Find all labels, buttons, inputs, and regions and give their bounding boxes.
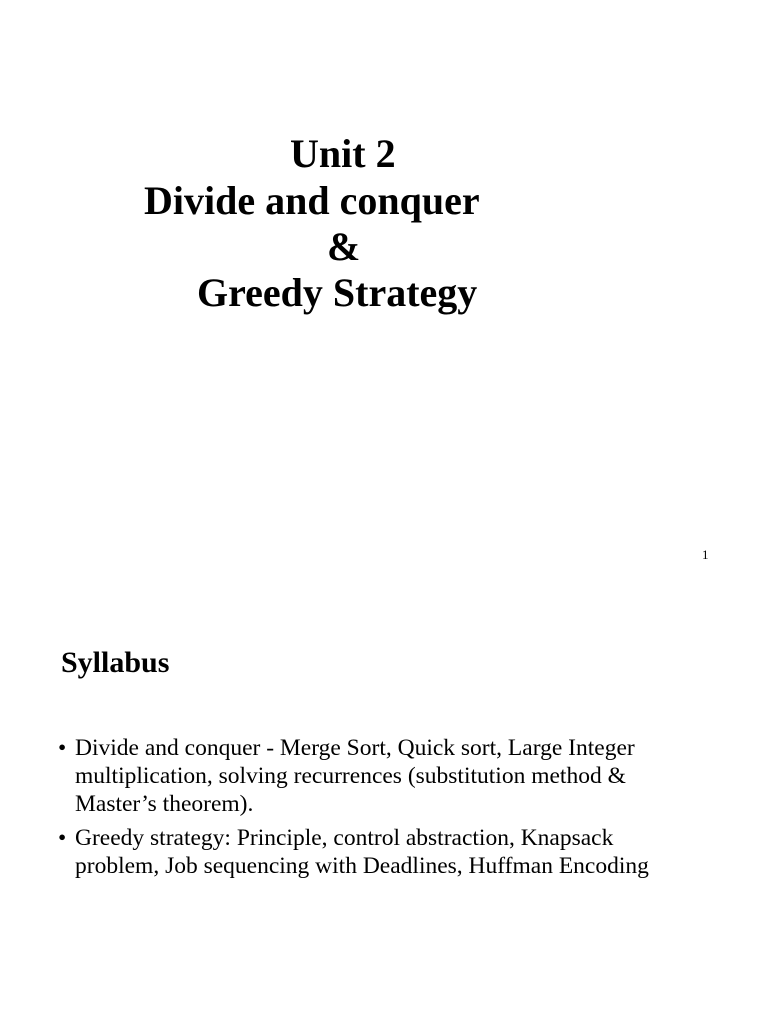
bullet-text-line: Divide and conquer - Merge Sort, Quick sort, Large Integer bbox=[75, 735, 635, 761]
bullet-text-line: Master’s theorem). bbox=[75, 791, 254, 817]
bullet-icon: • bbox=[58, 825, 67, 851]
syllabus-heading: Syllabus bbox=[61, 646, 170, 679]
unit-title: Unit 2 bbox=[290, 131, 396, 176]
bullet-text-line: multiplication, solving recurrences (substitution method & bbox=[75, 763, 626, 789]
page-number: 1 bbox=[702, 547, 709, 562]
syllabus-slide bbox=[0, 576, 768, 1024]
syllabus-bullet-list bbox=[58, 734, 738, 886]
title-ampersand: & bbox=[327, 224, 361, 269]
topic-title-greedy-strategy: Greedy Strategy bbox=[197, 270, 478, 315]
bullet-icon: • bbox=[58, 735, 67, 761]
list-item bbox=[58, 824, 738, 880]
list-item bbox=[58, 734, 738, 818]
bullet-text-line: problem, Job sequencing with Deadlines, Huffman Encoding bbox=[75, 853, 649, 879]
topic-title-divide-and-conquer: Divide and conquer bbox=[144, 178, 480, 223]
bullet-text-line: Greedy strategy: Principle, control abstraction, Knapsack bbox=[75, 825, 614, 851]
